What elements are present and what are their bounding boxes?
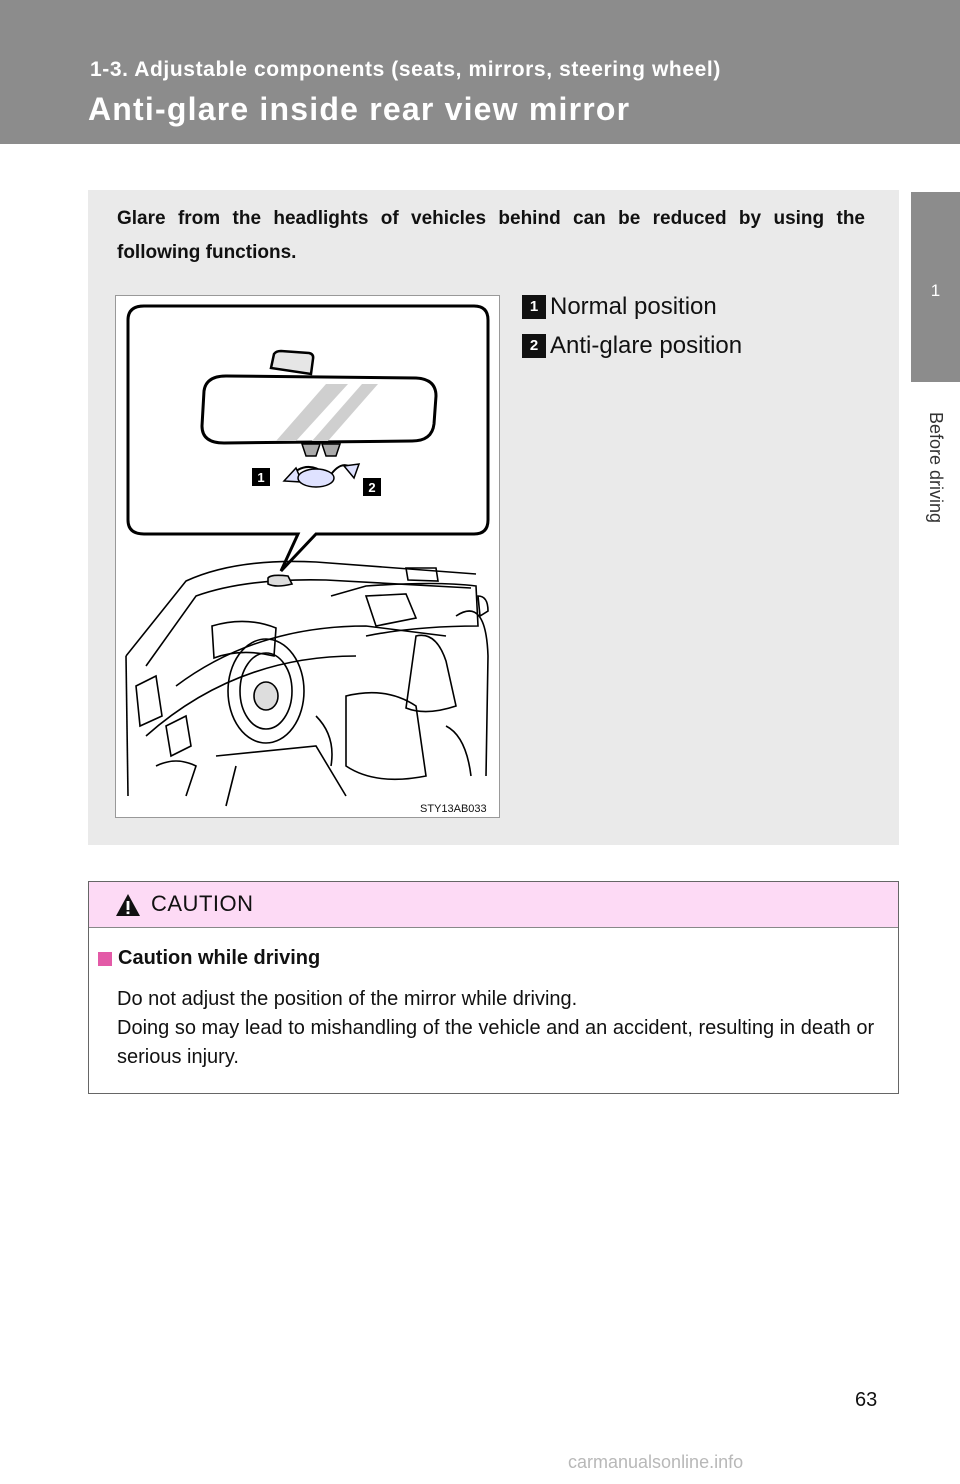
mirror-illustration <box>115 295 500 818</box>
car-interior <box>126 561 488 806</box>
section-heading: 1-3. Adjustable components (seats, mirrors, steering wheel) <box>90 58 721 81</box>
caution-subheading <box>98 947 320 970</box>
caution-body <box>117 985 892 1072</box>
intro-text: Glare from the headlights of vehicles behind can be reduced by using the following functions. <box>117 208 865 263</box>
watermark: carmanualsonline.info <box>568 1452 744 1472</box>
page-number: 63 <box>855 1389 878 1411</box>
figure-code: STY13AB033 <box>420 803 487 815</box>
chapter-label-text: Before driving <box>926 411 946 523</box>
legend-label: Anti-glare position <box>550 331 743 359</box>
chapter-number: 1 <box>930 281 941 300</box>
callout-2: 2 <box>368 480 376 495</box>
legend-item-antiglare <box>522 326 742 365</box>
caution-label: CAUTION <box>151 891 254 916</box>
position-legend <box>522 287 742 365</box>
chapter-label <box>911 382 960 552</box>
caution-box <box>88 881 899 1094</box>
page-title: Anti-glare inside rear view mirror <box>88 91 631 127</box>
square-bullet-icon <box>98 952 112 966</box>
caution-line: Do not adjust the position of the mirror while driving. <box>117 988 578 1010</box>
mirror-tab-lever <box>322 444 340 456</box>
warning-triangle-icon <box>115 893 141 917</box>
caution-header <box>89 882 898 928</box>
caution-subheading-text: Caution while driving <box>118 947 321 969</box>
callout-1: 1 <box>257 470 265 485</box>
mirror-diagram <box>116 296 500 818</box>
caution-line: Doing so may lead to mishandling of the vehicle and an accident, resulting in death or serious injury. <box>117 1017 875 1068</box>
mirror-tab <box>302 444 320 456</box>
legend-item-normal <box>522 287 742 326</box>
legend-number: 2 <box>522 334 546 358</box>
legend-number: 1 <box>522 295 546 319</box>
legend-label: Normal position <box>550 292 717 320</box>
